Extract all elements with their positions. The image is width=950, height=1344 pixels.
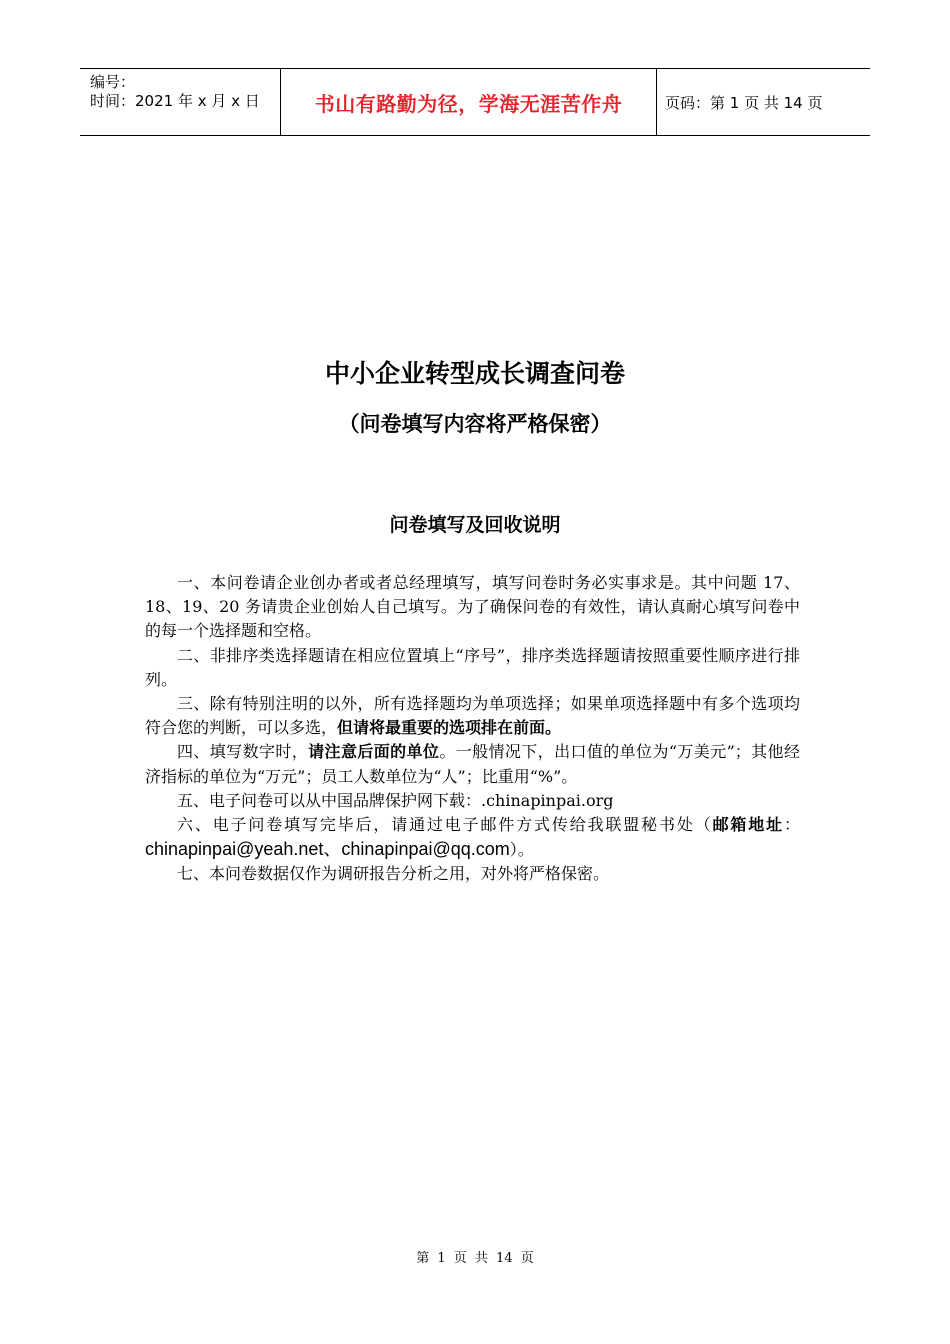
instruction-6: [145, 813, 800, 862]
header-meta: [80, 69, 281, 135]
email-addresses[interactable]: chinapinpai@yeah.net、chinapinpai@qq.com: [145, 839, 510, 860]
instruction-6-text-a: 六、电子问卷填写完毕后，请通过电子邮件方式传给我联盟秘书处（: [177, 815, 713, 835]
page-footer: 第 1 页 共 14 页: [416, 1251, 534, 1266]
section-title: 问卷填写及回收说明: [389, 514, 561, 536]
document-title: 中小企业转型成长调查问卷: [324, 359, 625, 388]
instruction-6-colon: ：: [783, 815, 800, 835]
instruction-3-text: 三、除有特别注明的以外，所有选择题均为单项选择；如果单项选择题中有多个选项均符合您的判断，可以多选，: [145, 694, 800, 738]
instruction-6-text-b: ）。: [509, 840, 534, 860]
instruction-3: [145, 692, 800, 740]
instructions-body: [145, 571, 800, 887]
instruction-6-emphasis: 邮箱地址: [712, 815, 784, 835]
document-date: 时间：2021 年 x 月 x 日: [90, 92, 260, 110]
header-motto: 书山有路勤为径，学海无涯苦作舟: [281, 69, 657, 135]
document-subtitle: （问卷填写内容将严格保密）: [338, 412, 612, 436]
instruction-1: 一、本问卷请企业创办者或者总经理填写，填写问卷时务必实事求是。其中问题 17、18、19、20 务请贵企业创始人自己填写。为了确保问卷的有效性，请认真耐心填写问卷中的每一个选择题和空格。: [145, 573, 800, 641]
document-number-label: 编号：: [90, 73, 136, 91]
instruction-4: [145, 740, 800, 788]
instruction-4-text-a: 四、填写数字时，: [177, 742, 309, 762]
instruction-2: 二、非排序类选择题请在相应位置填上“序号”，排序类选择题请按照重要性顺序进行排列。: [145, 645, 800, 689]
instruction-7: 七、本问卷数据仅作为调研报告分析之用，对外将严格保密。: [177, 864, 610, 884]
instruction-4-emphasis: 请注意后面的单位: [308, 742, 440, 762]
header-page-code: 页码：第 1 页 共 14 页: [665, 93, 823, 112]
instruction-4-text-b: 。一般情况下，出口值的单位为“万美元”；其他经济指标的单位为“万元”；员工人数单位为“人”；比重用“%”。: [145, 742, 800, 786]
instruction-3-emphasis: 但请将最重要的选项排在前面。: [337, 718, 562, 738]
page-header: [80, 68, 870, 136]
instruction-5: 五、电子问卷可以从中国品牌保护网下载：.chinapinpai.org: [177, 790, 614, 810]
